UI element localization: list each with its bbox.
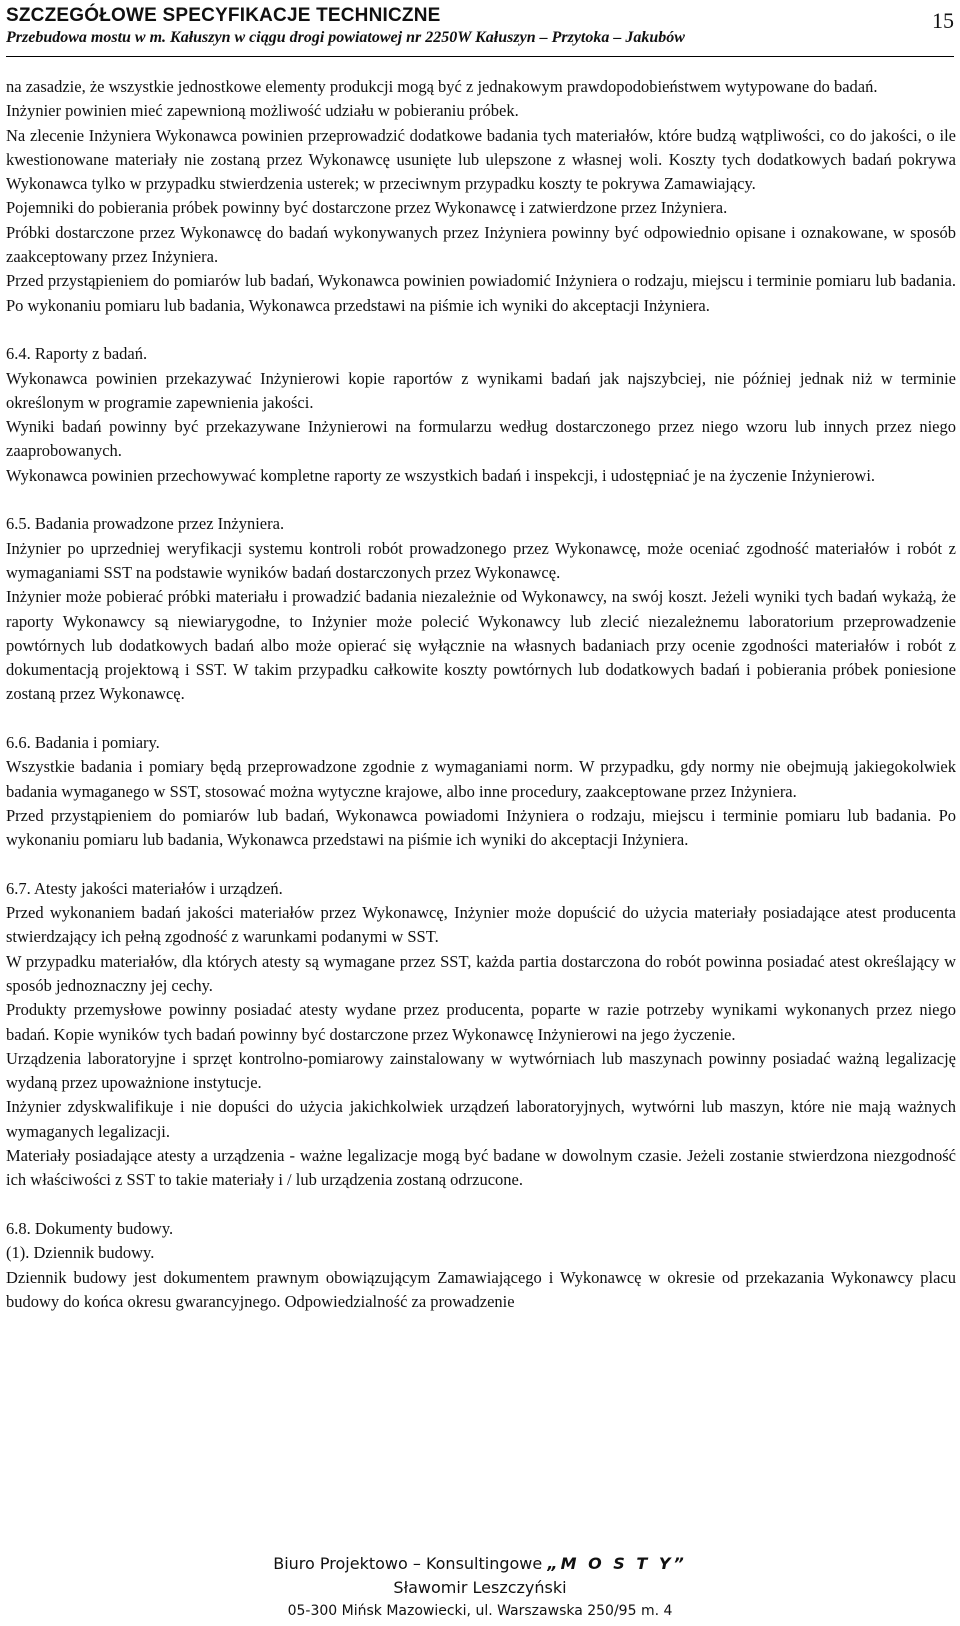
paragraph-spacer: [6, 318, 956, 342]
page-header: [6, 4, 954, 48]
body-paragraph: (1). Dziennik budowy.: [6, 1243, 155, 1263]
body-paragraph: na zasadzie, że wszystkie jednostkowe elementy produkcji mogą być z jednakowym prawdopodobieństwem wytypowane do badań.: [6, 77, 878, 96]
body-paragraph: Wykonawca powinien przechowywać kompletne raporty ze wszystkich badań i inspekcji, i udostępniać je na życzenie Inżynierowi.: [6, 465, 876, 485]
body-paragraph: 6.5. Badania prowadzone przez Inżyniera.: [6, 514, 285, 534]
body-paragraph: Przed przystąpieniem do pomiarów lub badań, Wykonawca powiadomi Inżyniera o rodzaju, miejscu i terminie pomiaru lub badania. Po wykonaniu pomiaru lub badania, Wykonawca przedstawi na piśmie ich wyniki do akceptacji Inżyniera.: [6, 805, 956, 850]
footer-company-brand: „M O S T Y”: [547, 1554, 687, 1573]
page-number: 15: [932, 8, 954, 33]
footer-company: [0, 1552, 960, 1576]
body-paragraph: Pojemniki do pobierania próbek powinny być dostarczone przez Wykonawcę i zatwierdzone przez Inżyniera.: [6, 198, 728, 218]
paragraph-spacer: [6, 488, 956, 512]
document-title: SZCZEGÓŁOWE SPECYFIKACJE TECHNICZNE: [6, 5, 441, 26]
body-paragraph: Przed przystąpieniem do pomiarów lub badań, Wykonawca powinien powiadomić Inżyniera o rodzaju, miejscu i terminie pomiaru lub badania. Po wykonaniu pomiaru lub badania, Wykonawca przedstawi na piśmie ich wyniki do akceptacji Inżyniera.: [6, 271, 956, 315]
body-paragraph: Materiały posiadające atesty a urządzenia - ważne legalizacje mogą być badane w dowolnym czasie. Jeżeli zostanie stwierdzona niezgodność ich właściwości z SST to takie materiały i / lub urządzenia zostaną odrzucone.: [6, 1146, 956, 1190]
body-paragraph: Inżynier po uprzedniej weryfikacji systemu kontroli robót prowadzonego przez Wykonawcę, może oceniać zgodność materiałów i robót z wymaganiami SST na podstawie wyników badań dostarczonych przez Wykonawcę.: [6, 538, 956, 582]
body-paragraph: W przypadku materiałów, dla których atesty są wymagane przez SST, każda partia dostarczona do robót powinna posiadać atest określający w sposób jednoznaczny jej cechy.: [6, 951, 956, 995]
footer-person: Sławomir Leszczyński: [393, 1578, 567, 1597]
page-footer: [0, 1552, 960, 1622]
paragraph-spacer: [6, 1193, 956, 1217]
footer-company-prefix: Biuro Projektowo – Konsultingowe: [273, 1554, 543, 1573]
body-paragraph: Inżynier może pobierać próbki materiału i prowadzić badania niezależnie od Wykonawcy, na swój koszt. Jeżeli wyniki tych badań wykażą, że raporty Wykonawcy są niewiarygodne, to Inżynier może polecić Wykonawcy lub zlecić niezależnemu laboratorium przeprowadzenie powtórnych lub dodatkowych badań albo może opierać się wyłącznie na własnych badaniach przy ocenie zgodności materiałów i robót z dokumentacją projektową i SST. W takim przypadku całkowite koszty powtórnych lub dodatkowych badań i pobierania próbek poniesione zostaną przez Wykonawcę.: [6, 587, 956, 704]
body-paragraph: Produkty przemysłowe powinny posiadać atesty wydane przez producenta, poparte w razie potrzeby wynikami wykonanych przez niego badań. Kopie wyników tych badań powinny być dostarczone przez Wykonawcę Inżynierowi na jego życzenie.: [6, 1000, 956, 1044]
body-paragraph: Wszystkie badania i pomiary będą przeprowadzone zgodnie z wymaganiami norm. W przypadku, gdy normy nie obejmują jakiegokolwiek badania wymaganego w SST, stosować można wytyczne krajowe, albo inne procedury, zaakceptowane przez Inżyniera.: [6, 757, 956, 801]
body-paragraph: Na zlecenie Inżyniera Wykonawca powinien przeprowadzić dodatkowe badania tych materiałów, które budzą wątpliwości, co do jakości, o ile kwestionowane materiały nie zostaną przez Wykonawcę usunięte lub ulepszone z własnej woli. Koszty tych dodatkowych badań pokrywa Wykonawca tylko w przypadku stwierdzenia usterek; w przeciwnym przypadku koszty te pokrywa Zamawiający.: [6, 125, 956, 194]
body-paragraph: Inżynier powinien mieć zapewnioną możliwość udziału w pobieraniu próbek.: [6, 101, 519, 121]
paragraph-spacer: [6, 707, 956, 731]
body-paragraph: 6.8. Dokumenty budowy.: [6, 1218, 174, 1238]
body-paragraph: 6.7. Atesty jakości materiałów i urządzeń.: [6, 878, 283, 898]
body-paragraph: 6.4. Raporty z badań.: [6, 344, 148, 364]
body-paragraph: Wyniki badań powinny być przekazywane Inżynierowi na formularzu według dostarczonego przez niego wzoru lub innych przez niego zaaprobowanych.: [6, 417, 956, 461]
body-paragraph: Urządzenia laboratoryjne i sprzęt kontrolno-pomiarowy zainstalowany w wytwórniach lub maszynach powinny posiadać ważną legalizację wydaną przez upoważnione instytucje.: [6, 1048, 956, 1093]
document-body: [6, 75, 956, 1314]
body-paragraph: Próbki dostarczone przez Wykonawcę do badań wykonywanych przez Inżyniera powinny być odpowiednio opisane i oznakowane, w sposób zaakceptowany przez Inżyniera.: [6, 222, 956, 267]
body-paragraph: Przed wykonaniem badań jakości materiałów przez Wykonawcę, Inżynier może dopuścić do użycia materiały posiadające atest producenta stwierdzający ich pełną zgodność z warunkami podanymi w SST.: [6, 903, 956, 947]
footer-address: 05-300 Mińsk Mazowiecki, ul. Warszawska 250/95 m. 4: [287, 1603, 673, 1619]
body-paragraph: Wykonawca powinien przekazywać Inżynierowi kopie raportów z wynikami badań jak najszybciej, nie później jednak niż w terminie określonym w programie zapewnienia jakości.: [6, 368, 956, 412]
header-divider: [6, 56, 954, 57]
document-subtitle: Przebudowa mostu w m. Kałuszyn w ciągu drogi powiatowej nr 2250W Kałuszyn – Przytoka – Jakubów: [6, 29, 685, 46]
body-paragraph: Dziennik budowy jest dokumentem prawnym obowiązującym Zamawiającego i Wykonawcę w okresie od przekazania Wykonawcy placu budowy do końca okresu gwarancyjnego. Odpowiedzialność za prowadzenie: [6, 1267, 956, 1311]
paragraph-spacer: [6, 853, 956, 877]
body-paragraph: 6.6. Badania i pomiary.: [6, 733, 160, 753]
body-paragraph: Inżynier zdyskwalifikuje i nie dopuści do użycia jakichkolwiek urządzeń laboratoryjnych, wytwórni lub maszyn, które nie mają ważnych wymaganych legalizacji.: [6, 1097, 956, 1141]
